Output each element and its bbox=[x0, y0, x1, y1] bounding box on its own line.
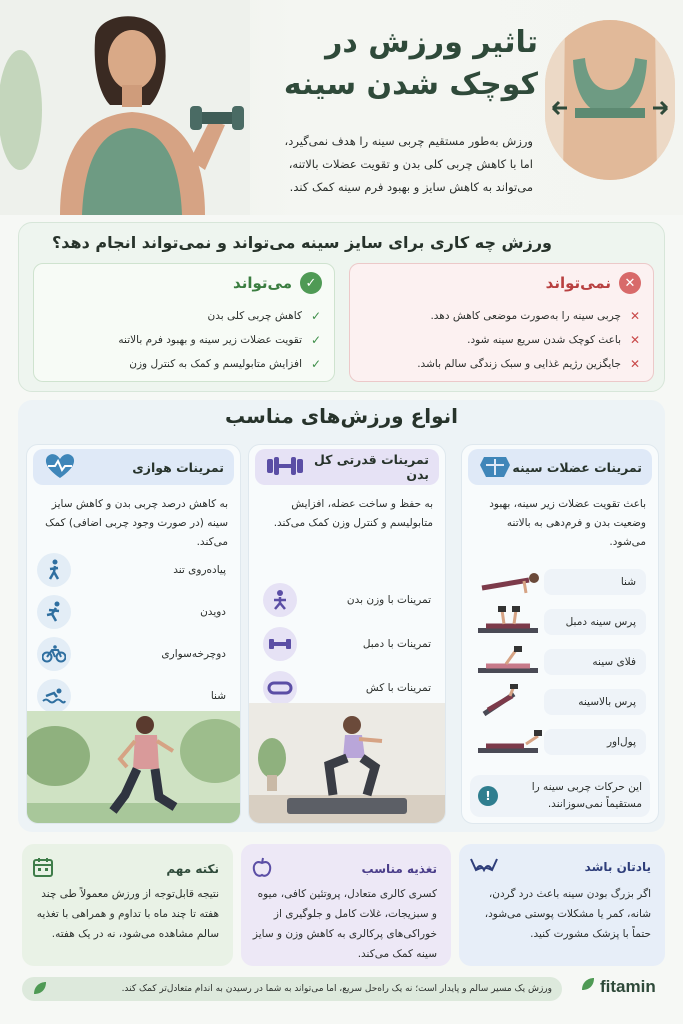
title-line-1: تاثیر ورزش در bbox=[325, 25, 538, 60]
cannot-card bbox=[349, 263, 654, 382]
can-list bbox=[118, 304, 322, 376]
check-circle-icon: ✓ bbox=[300, 272, 322, 294]
can-cannot-title: ورزش چه کاری برای سایز سینه می‌تواند و نمی‌تواند انجام دهد؟ bbox=[52, 233, 552, 252]
cardio-item: پیاده‌روی تند bbox=[37, 555, 226, 585]
cardio-item: شنا bbox=[37, 681, 226, 711]
x-icon: ✕ bbox=[629, 309, 641, 323]
brand-logo: fitamin bbox=[580, 976, 656, 997]
exercise-row: پرس سینه دمبل bbox=[474, 607, 646, 637]
strength-description: به حفظ و ساخت عضله، افزایش متابولیسم و کنترل وزن کمک می‌کند. bbox=[273, 498, 433, 529]
check-icon: ✓ bbox=[310, 333, 322, 347]
hero-description bbox=[233, 130, 533, 199]
dumbbell-press-figure-icon bbox=[474, 604, 544, 641]
hero-desc-line-2: اما با کاهش چربی کلی بدن و تقویت عضلات بالاتنه، bbox=[288, 157, 533, 171]
cardio-item: دویدن bbox=[37, 597, 226, 627]
running-photo bbox=[27, 711, 240, 823]
check-icon: ✓ bbox=[310, 309, 322, 323]
title-line-2: کوچک شدن سینه bbox=[283, 67, 538, 102]
strength-heading: تمرینات قدرتی کل بدن bbox=[255, 449, 439, 485]
chest-exercises-card bbox=[461, 444, 659, 824]
resistance-band-icon bbox=[263, 671, 297, 705]
chest-fly-figure-icon bbox=[474, 644, 544, 681]
exercise-row: شنا bbox=[474, 567, 646, 597]
cannot-list bbox=[417, 304, 641, 376]
list-item: ✓ افزایش متابولیسم و کمک به کنترل وزن bbox=[118, 352, 322, 376]
apple-icon bbox=[251, 856, 273, 881]
exercise-row: پرس بالاسینه bbox=[474, 687, 646, 717]
running-icon bbox=[37, 595, 71, 629]
bodyweight-icon bbox=[263, 583, 297, 617]
torso-illustration bbox=[545, 20, 675, 180]
dumbbell-icon bbox=[263, 627, 297, 661]
strength-item: تمرینات با کش bbox=[263, 673, 431, 703]
exercise-row: فلای سینه bbox=[474, 647, 646, 677]
remember-heading: یادتان باشد bbox=[469, 856, 651, 877]
exercise-types-section bbox=[18, 400, 665, 832]
hero-desc-line-3: می‌تواند به کاهش سایز و بهبود فرم سینه کمک کند. bbox=[289, 180, 533, 194]
bicycle-icon bbox=[37, 637, 71, 671]
x-icon: ✕ bbox=[629, 357, 641, 371]
footer-text: ورزش یک مسیر سالم و پایدار است؛ نه یک راه‌حل سریع، اما می‌تواند به شما در رسیدن به اندام متعادل‌تر کمک کند. bbox=[121, 984, 552, 994]
tip-text: نتیجه قابل‌توجه از ورزش معمولاً طی چند هفته تا چند ماه با تداوم و همراهی با تغذیه سالم مشاهده می‌شود، نه در یک هفته. bbox=[36, 888, 219, 940]
list-item: ✕ باعث کوچک شدن سریع سینه شود. bbox=[417, 328, 641, 352]
hero-desc-line-1: ورزش به‌طور مستقیم چربی سینه را هدف نمی‌گیرد، bbox=[284, 134, 533, 148]
x-icon: ✕ bbox=[629, 333, 641, 347]
list-item: ✓ کاهش چربی کلی بدن bbox=[118, 304, 322, 328]
leaf-logo-icon bbox=[580, 976, 596, 997]
nutrition-card bbox=[241, 844, 451, 966]
can-heading: ✓ می‌تواند bbox=[233, 272, 322, 294]
tip-heading: نکته مهم bbox=[32, 856, 219, 881]
info-icon: ! bbox=[478, 786, 498, 806]
cardio-heading: تمرینات هوازی bbox=[33, 449, 234, 485]
list-item: ✕ جایگزین رژیم غذایی و سبک زندگی سالم باشد. bbox=[417, 352, 641, 376]
footer-banner bbox=[22, 977, 562, 1001]
chest-heading: تمرینات عضلات سینه bbox=[468, 449, 652, 485]
check-icon: ✓ bbox=[310, 357, 322, 371]
exercise-types-title: انواع ورزش‌های مناسب bbox=[224, 404, 458, 428]
cardio-item: دوچرخه‌سواری bbox=[37, 639, 226, 669]
strength-item: تمرینات با دمبل bbox=[263, 629, 431, 659]
cannot-heading: ✕ نمی‌تواند bbox=[546, 272, 641, 294]
remember-card bbox=[459, 844, 665, 966]
list-item: ✕ چربی سینه را به‌صورت موضعی کاهش دهد. bbox=[417, 304, 641, 328]
remember-text: اگر بزرگ بودن سینه باعث درد گردن، شانه، کمر یا مشکلات پوستی می‌شود، حتماً با پزشک مشورت کنید. bbox=[484, 888, 651, 940]
muscle-torso-icon bbox=[478, 453, 512, 482]
pushup-figure-icon bbox=[474, 566, 544, 599]
calendar-icon bbox=[32, 856, 54, 881]
page-title bbox=[268, 22, 538, 106]
can-cannot-section bbox=[18, 222, 665, 392]
x-circle-icon: ✕ bbox=[619, 272, 641, 294]
nutrition-text: کسری کالری متعادل، پروتئین کافی، میوه و سبزیجات، غلات کامل و جلوگیری از خوراکی‌های پرکالری به کاهش وزن و سایز سینه کمک می‌کند. bbox=[252, 888, 437, 960]
cardio-description: به کاهش درصد چربی بدن و کاهش سایز سینه (در صورت وجود چربی اضافی) کمک می‌کند. bbox=[45, 498, 228, 548]
walking-icon bbox=[37, 553, 71, 587]
cardio-exercises-card bbox=[26, 444, 241, 824]
tip-card bbox=[22, 844, 233, 966]
strength-exercises-card bbox=[248, 444, 446, 824]
chest-note: این حرکات چربی سینه را مستقیماً نمی‌سوزانند. ! bbox=[470, 775, 650, 817]
exercise-row: پول‌اور bbox=[474, 727, 646, 757]
list-item: ✓ تقویت عضلات زیر سینه و بهبود فرم بالاتنه bbox=[118, 328, 322, 352]
incline-press-figure-icon bbox=[474, 684, 544, 721]
leaf-icon bbox=[32, 980, 48, 999]
bra-icon bbox=[469, 856, 499, 877]
can-card bbox=[33, 263, 335, 382]
strength-item: تمرینات با وزن بدن bbox=[263, 585, 431, 615]
dumbbell-icon bbox=[265, 455, 305, 480]
chest-description: باعث تقویت عضلات زیر سینه، بهبود وضعیت بدن و فرم‌دهی به بالاتنه می‌شود. bbox=[489, 498, 646, 548]
squat-photo bbox=[249, 703, 445, 823]
swimming-icon bbox=[37, 679, 71, 713]
hero-photo-woman-dumbbell bbox=[0, 0, 250, 215]
pullover-figure-icon bbox=[474, 724, 544, 761]
nutrition-heading: تغذیه مناسب bbox=[251, 856, 437, 881]
heart-pulse-icon bbox=[43, 452, 77, 483]
